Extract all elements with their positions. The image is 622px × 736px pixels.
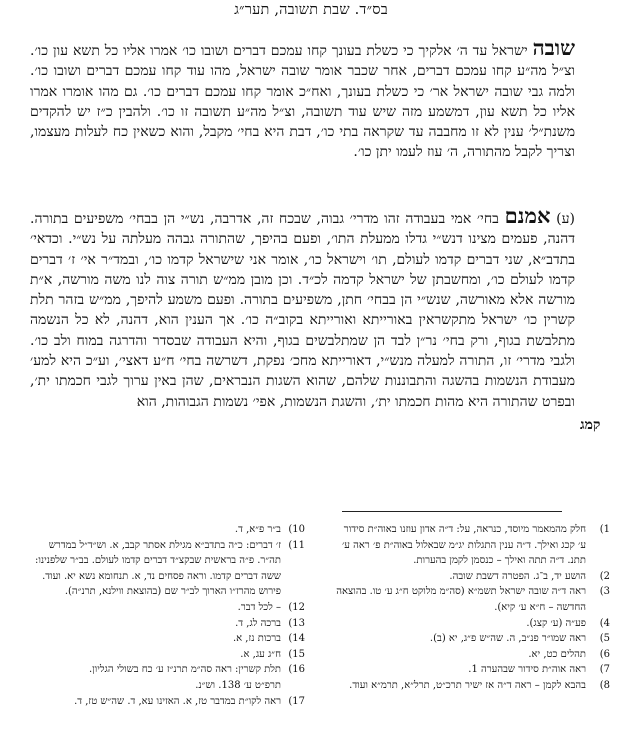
footnote-item xyxy=(335,678,610,694)
footnote-item xyxy=(30,662,305,678)
footnote-number xyxy=(285,678,305,694)
footnote-number: 5) xyxy=(599,633,610,645)
margin-page-number: קמג xyxy=(580,417,601,433)
page-header: בס״ד. שבת תשובה, תער״ג xyxy=(234,2,388,18)
footnote-text: ז׳ דברים: כ״ה בתדב״א מגילת אסתר קבב, א. וש״ד״ל במדרש תה״ר. פ״ה בראשית שבקצ״ד דברים קדמו לעולם. בב״ר שלפנינו: ששה דברים קדמו. וראה פסחים נד, א. תנחומא נשא יא. ועוד. פירוש מהרז״ו הארוך לב״ר שם (בהוצאת ווילנא, תרנ״ה). xyxy=(34,539,281,598)
footnote-text: תלת קשרין: ראה סה״מ תרנ״ז ע׳ כח בשולי הגליון. xyxy=(88,664,281,676)
footnote-item xyxy=(30,616,305,632)
main-paragraph-2 xyxy=(30,203,576,412)
footnote-number: 6) xyxy=(599,648,610,660)
footnote-text: ב״ר פ״א, ד. xyxy=(234,524,281,535)
paragraph-2-body: בחי׳ אמי בעבודה זהו מדרי׳ גבוה, שבכח זה, אדרבה, נש״י הן בבחי׳ משפיעים בתורה. דהנה, פעמים מצינו דנש״י גדלו ממעלת התו׳, ופעם בהיפך, שהתורה גבהה מעלתה על נש״י. וכדאי׳ בתדב״א, שני דברים קדמו לעולם, תו׳ וישראל כו׳, אומר אני שישראל קדמו כו׳, ובמד״ר אי׳ ז׳ דברים קדמו לעולם כו׳, ומחשבתן של ישראל קדמה לכ״ד. וכן מובן ממ״ש תורה צוה לנו משה מורשה, א״ת מורשה אלא מאורשה, שנש״י הן בבחי׳ חתן, משפיעים בתורה. ופעם משמע להיפך, ממ״ש בזהר תלת קשרין כו׳ ישראל מתקשראין באורייתא ואורייתא בקוב״ה כו׳. אך הענין הוא, דהנה, לא כל הנשמה מתלבשת בגוף, ורק בחי׳ נר״ן לבד הן שמתלבשים בגוף, והיא העבודה שבסדר והדרגה במוח ולב כו׳. ולגבי מדרי׳ זו, התורה למעלה מנש״י, דאורייתא מחכ׳ נפקת, דשרשה בחי׳ ח״ע דאצי׳, וע״כ היא למע׳ מעבודת הנשמות בהשגה והתבוננות שלהם, שהוא השגות הנבראים, שהן באין ערוך לגבי חכמתו ית׳, ובפרט שהתורה היא מהות חכמתו ית׳, והשגת הנשמות, אפי׳ נשמות הגבוהות, הוא xyxy=(30,211,575,410)
footnote-number: 8) xyxy=(599,679,610,691)
footnote-item xyxy=(335,522,610,569)
footnote-text: ראה אוה״ת סידור שבהערה 1. xyxy=(468,664,586,676)
footnote-text: בהבא לקמן – ראה ד״ה אז ישיר תרכ״ט, תרל״א, תרמ״א ועוד. xyxy=(349,679,586,691)
footnote-number: 7) xyxy=(599,664,610,676)
footnote-number: 3) xyxy=(599,586,610,598)
footnote-number: 1) xyxy=(599,524,610,535)
footnote-text: תהלים כט, יא. xyxy=(528,648,586,660)
footnotes-left-column xyxy=(30,522,305,709)
footnote-number: 2) xyxy=(599,570,610,582)
footnote-text: ברכה לג, ד. xyxy=(235,617,281,629)
footnote-divider xyxy=(342,511,562,512)
footnote-text: תרפ״ט ע׳ 138. וש״נ. xyxy=(195,679,281,691)
footnote-text: ראה שמו״ר פנ״ב, ה. שה״ש פ״ג, יא (ב). xyxy=(429,633,586,645)
footnote-item xyxy=(30,538,305,600)
footnote-item xyxy=(335,647,610,663)
footnote-number: 15) xyxy=(288,648,305,660)
footnote-number: 14) xyxy=(288,633,305,645)
paragraph-1-body: ישראל עד ה׳ אלקיך כי כשלת בעונך קחו עמכם דברים ושובו כו׳ אמרו אליו כל תשא עון כו׳. וצ״ל מה״ע קחו עמכם דברים, אחר שכבר אומר שובה ישראל, מהו עוד קחו עמכם דברים ושובו כו׳. ולמה גבי שובה ישראל אר׳ כי כשלת בעונך, ואח״כ אומר קחו עמכם דברים כו׳. גם מהו אומרו אמרו אליו כל תשא עון, דמשמע מזה שיש עוד תשובה, וצ״ל מה״ע תשובה זו כו׳. ולהבין כ״ז יש להקדים משנת״ל׳ ענין לא זו מחבבה עד שקראה בתי כו׳, דבת היא בחי׳ מקבל, והוא כשאין כח לעלות מעצמו, וצריך לקבל מהתורה, ה׳ עוז לעמו יתן כו׳. xyxy=(30,43,575,161)
footnote-text: ראה לקו״ת במדבר טז, א. האזינו עא, ד. שה״ש טז, ד. xyxy=(74,695,281,707)
footnote-number: 10) xyxy=(288,524,305,535)
footnote-item xyxy=(335,569,610,585)
footnote-item xyxy=(30,600,305,616)
footnote-text: ראה ד״ה שובה ישראל תשמ״א (סה״מ מלוקט ח״ג ע׳ טו. בהוצאה החדשה – ח״א ע׳ קיא). xyxy=(336,586,586,613)
footnote-number: 11) xyxy=(288,539,305,551)
footnote-text: חלק מהמאמר מיוסד, כנראה, על: ד״ה אדון עוזנו באוה״ת סידור ע׳ קכג ואילך. ד״ה ענין התגלות יג״מ שבאלול באוה״ת פ׳ ראה ע׳ תתנ. ד״ה תתה ואילך – כנסמן לקמן בהערות. xyxy=(341,524,586,567)
lead-word-shuva: שובה xyxy=(532,35,576,60)
footnote-text: ברכות נז, א. xyxy=(232,633,281,645)
footnote-text: ח״ג עג, א. xyxy=(240,648,281,660)
footnote-number: 4) xyxy=(599,617,610,629)
lead-word-amnam: אמנם xyxy=(504,203,551,228)
footnote-text: פע״ה (ע׳ קצג). xyxy=(526,617,586,629)
paragraph-2-prefix: (ע) xyxy=(556,211,576,227)
footnote-item xyxy=(30,678,305,694)
footnote-text: – לכל דבר. xyxy=(237,601,281,613)
main-paragraph-1 xyxy=(30,35,576,163)
footnote-item xyxy=(30,522,305,538)
footnote-number: 16) xyxy=(288,664,305,676)
footnote-item xyxy=(30,647,305,663)
footnotes-right-column xyxy=(335,522,610,694)
footnote-number: 12) xyxy=(288,601,305,613)
footnote-item xyxy=(335,631,610,647)
footnote-number: 13) xyxy=(288,617,305,629)
footnote-item xyxy=(30,694,305,710)
footnote-item xyxy=(335,584,610,615)
footnote-item xyxy=(335,662,610,678)
footnote-item xyxy=(30,631,305,647)
footnote-text: הושע יד, ב־ג. הפטרה דשבת שובה. xyxy=(449,570,586,582)
footnote-item xyxy=(335,616,610,632)
footnote-number: 17) xyxy=(288,695,305,707)
